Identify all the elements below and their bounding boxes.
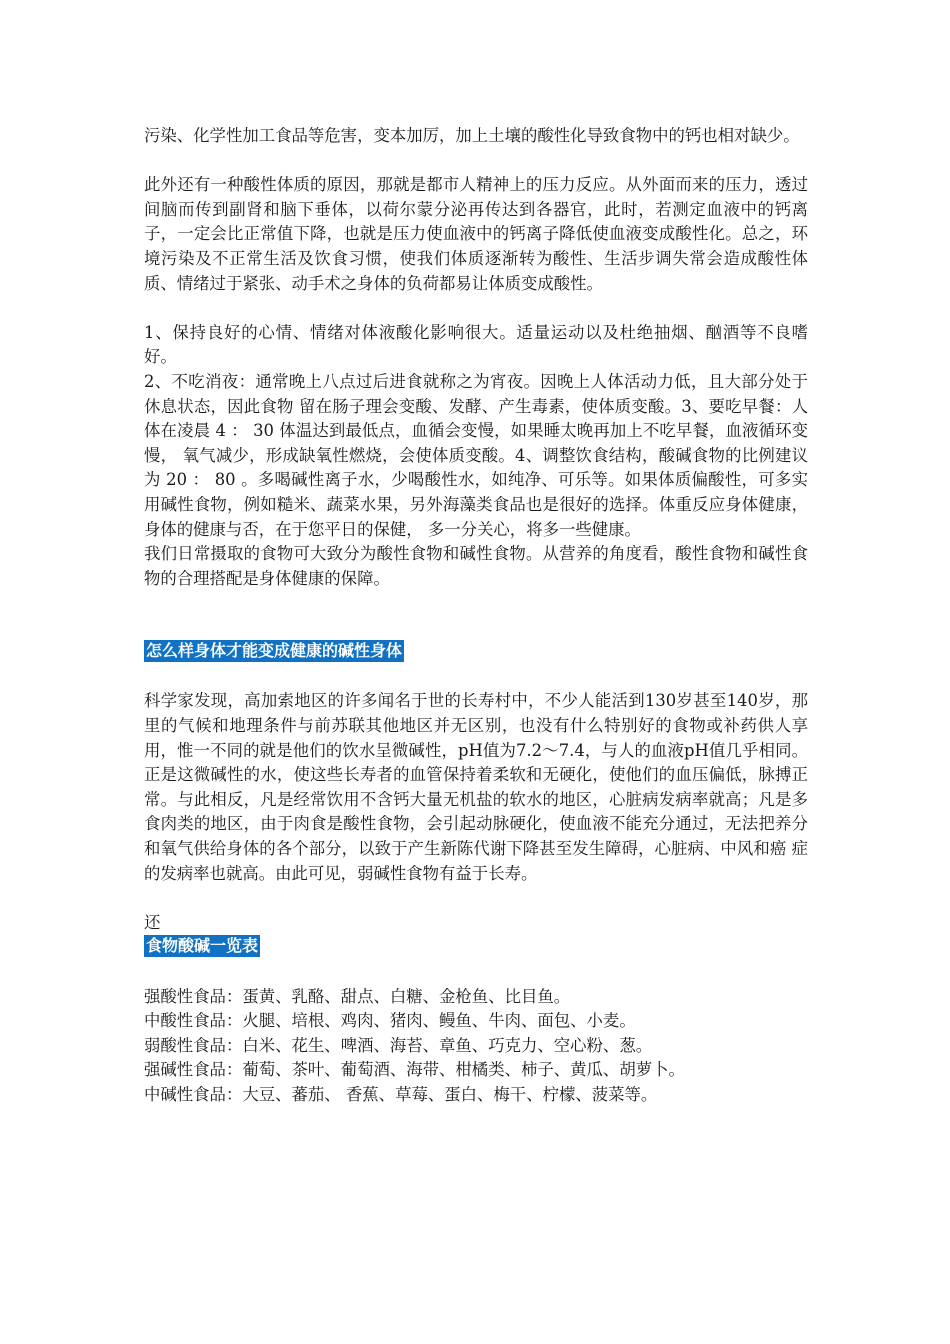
spacer bbox=[144, 149, 808, 174]
paragraph-longevity: 科学家发现，高加索地区的许多闻名于世的长寿村中，不少人能活到130岁甚至140岁，那里的气候和地理条件与前苏联其他地区并无区别，也没有什么特别好的食物或补药供人享用，惟一不同的就是他们的饮水呈微碱性，pH值为7.2～7.4，与人的血液pH值几乎相同。正是这微碱性的水，使这些长寿者的血管保持着柔软和无硬化，使他们的血压偏低，脉搏正常。与此相反，凡是经常饮用不含钙大量无机盐的软水的地区，心脏病发病率就高；凡是多食肉类的地区，由于肉食是酸性食物，会引起动脉硬化，使血液不能充分通过，无法把养分和氧气供给身体的各个部分，以致于产生新陈代谢下降甚至发生障碍，心脏病、中风和癌 症的发病率也就高。由此可见，弱碱性食物有益于长寿。 bbox=[144, 691, 808, 883]
list-item-medium-alkaline: 中碱性食品：大豆、蕃茄、 香蕉、草莓、蛋白、梅干、柠檬、菠菜等。 bbox=[144, 1084, 658, 1104]
spacer bbox=[144, 296, 808, 321]
food-acid-alkaline-list bbox=[144, 985, 808, 1108]
paragraph-tips-diet: 2、不吃消夜：通常晚上八点过后进食就称之为宵夜。因晚上人体活动力低，且大部分处于休息状态，因此食物 留在肠子理会变酸、发酵、产生毒素，使体质变酸。3、要吃早餐：人体在凌晨 4 ： 30 体温达到最低点，血循会变慢，如果睡太晚再加上不吃早餐，血液循环变慢， 氧气减少，形成缺氧性燃烧，会使体质变酸。4、调整饮食结构，酸碱食物的比例建议为 20 ： 80 。多喝碱性离子水，少喝酸性水，如纯净、可乐等。如果体质偏酸性，可多实用碱性食物，例如糙米、蔬菜水果，另外海藻类食品也是很好的选择。体重反应身体健康，身体的健康与否，在于您平日的保健， 多一分关心，将多一些健康。 bbox=[144, 371, 808, 539]
paragraph-stress-acidity: 此外还有一种酸性体质的原因，那就是都市人精神上的压力反应。从外面而来的压力，透过间脑而传到副肾和脑下垂体，以荷尔蒙分泌再传达到各器官，此时，若测定血液中的钙离子，一定会比正常值下降，也就是压力使血液中的钙离子降低使血液变成酸性化。总之，环境污染及不正常生活及饮食习惯，使我们体质逐渐转为酸性、生活步调失常会造成酸性体质、情绪过于紧张、动手术之身体的负荷都易让体质变成酸性。 bbox=[144, 175, 808, 293]
paragraph-tip-mood: 1、保持良好的心情、情绪对体液酸化影响很大。适量运动以及杜绝抽烟、酗酒等不良嗜好。 bbox=[144, 322, 808, 367]
list-item-strong-alkaline: 强碱性食品：葡萄、茶叶、葡萄酒、海带、柑橘类、柿子、黄瓜、胡萝卜。 bbox=[144, 1060, 685, 1080]
spacer bbox=[144, 960, 808, 985]
section-heading-alkaline-body: 怎么样身体才能变成健康的碱性身体 bbox=[146, 641, 403, 661]
list-item-weak-acid: 弱酸性食品：白米、花生、啤酒、海苔、章鱼、巧克力、空心粉、葱。 bbox=[144, 1035, 653, 1055]
paragraph-fragment: 还 bbox=[144, 912, 161, 932]
spacer bbox=[144, 886, 808, 911]
document-page bbox=[144, 124, 808, 1108]
list-item-strong-acid: 强酸性食品：蛋黄、乳酪、甜点、白糖、金枪鱼、比目鱼。 bbox=[144, 986, 571, 1006]
section-heading-wrapper bbox=[144, 935, 808, 960]
section-heading-food-table: 食物酸碱一览表 bbox=[146, 936, 259, 956]
spacer bbox=[144, 591, 808, 640]
paragraph-food-balance: 我们日常摄取的食物可大致分为酸性食物和碱性食物。从营养的角度看，酸性食物和碱性食物的合理搭配是身体健康的保障。 bbox=[144, 544, 808, 588]
paragraph-pollution: 污染、化学性加工食品等危害，变本加厉，加上土壤的酸性化导致食物中的钙也相对缺少。 bbox=[144, 126, 800, 145]
spacer bbox=[144, 665, 808, 690]
section-heading-wrapper bbox=[144, 640, 808, 665]
list-item-medium-acid: 中酸性食品：火腿、培根、鸡肉、猪肉、鳗鱼、牛肉、面包、小麦。 bbox=[144, 1011, 636, 1031]
